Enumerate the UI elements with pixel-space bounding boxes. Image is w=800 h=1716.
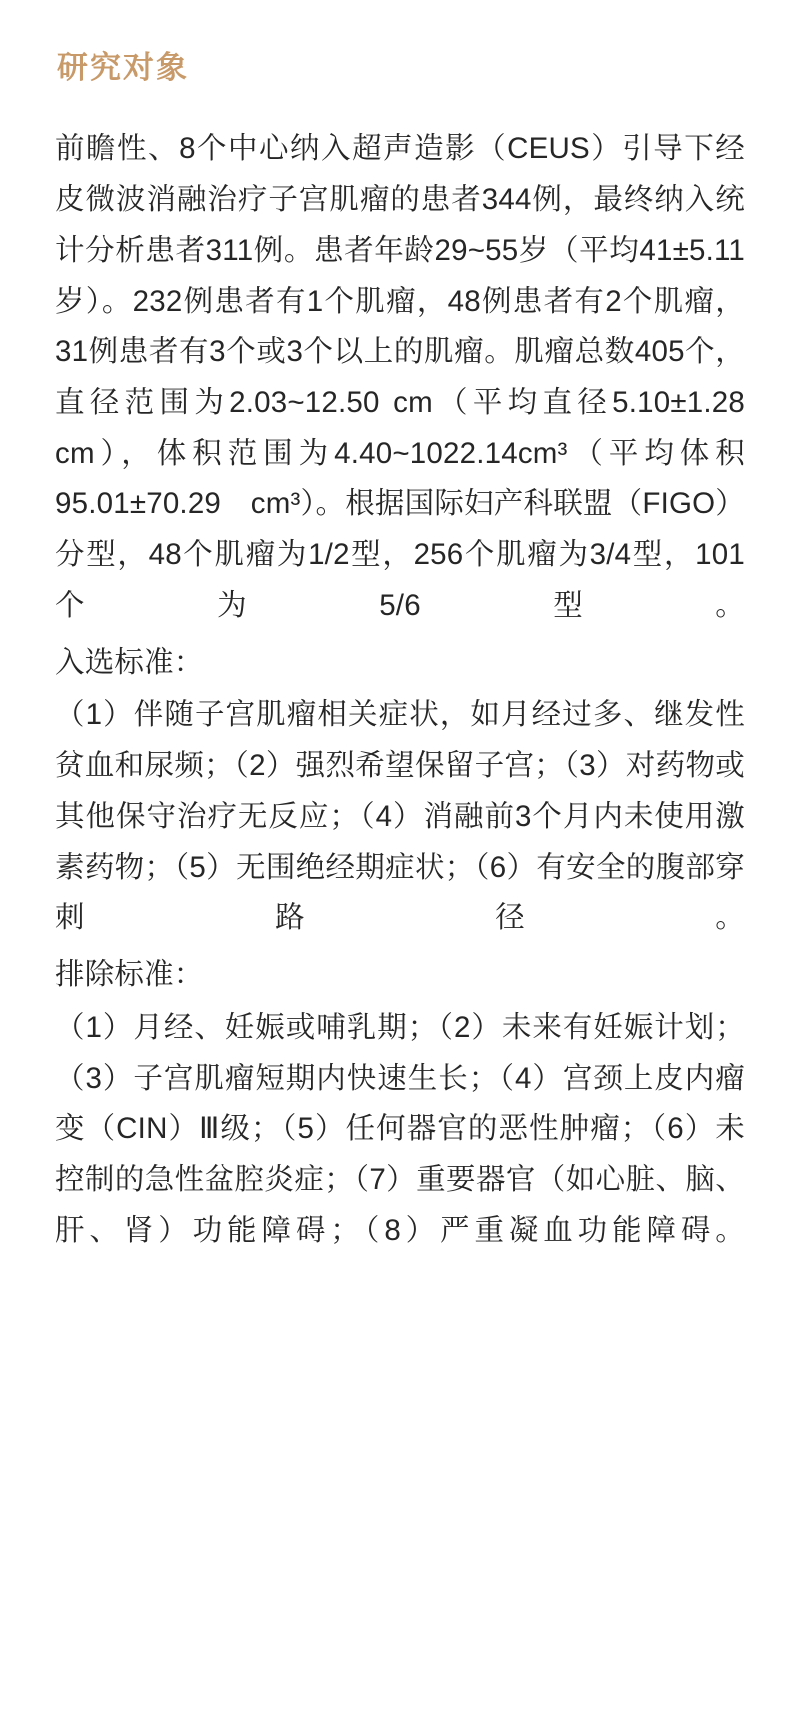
exclusion-criteria-label: 排除标准： <box>55 958 204 992</box>
paragraph-study-subjects: 前瞻性、8个中心纳入超声造影（CEUS）引导下经皮微波消融治疗子宫肌瘤的患者344例，最终纳入统计分析患者311例。患者年龄29~55岁（平均41±5.11岁）。232例患者有1个肌瘤，48例患者有2个肌瘤，31例患者有3个或3个以上的肌瘤。肌瘤总数405个，直径范围为2.03~12.50 cm（平均直径5.10±1.28 cm），体积范围为4.40~1022.14cm³（平均体积95.01±70.29 cm³）。根据国际妇产科联盟（FIGO）分型，48个肌瘤为1/2型，256个肌瘤为3/4型，101个为5/6型。 <box>55 132 745 622</box>
article-body <box>55 124 745 1256</box>
inclusion-criteria-label: 入选标准： <box>55 645 204 679</box>
exclusion-criteria-text: （1）月经、妊娠或哺乳期；（2）未来有妊娠计划；（3）子宫肌瘤短期内快速生长；（4）宫颈上皮内瘤变（CIN）Ⅲ级；（5）任何器官的恶性肿瘤；（6）未控制的急性盆腔炎症；（7）重要器官（如心脏、脑、肝、肾）功能障碍；（8）严重凝血功能障碍。 <box>55 1010 745 1247</box>
page-title: 研究对象 <box>57 50 189 85</box>
inclusion-criteria-text: （1）伴随子宫肌瘤相关症状，如月经过多、继发性贫血和尿频；（2）强烈希望保留子宫；（3）对药物或其他保守治疗无反应；（4）消融前3个月内未使用激素药物；（5）无围绝经期症状；（6）有安全的腹部穿刺路径。 <box>55 698 745 935</box>
